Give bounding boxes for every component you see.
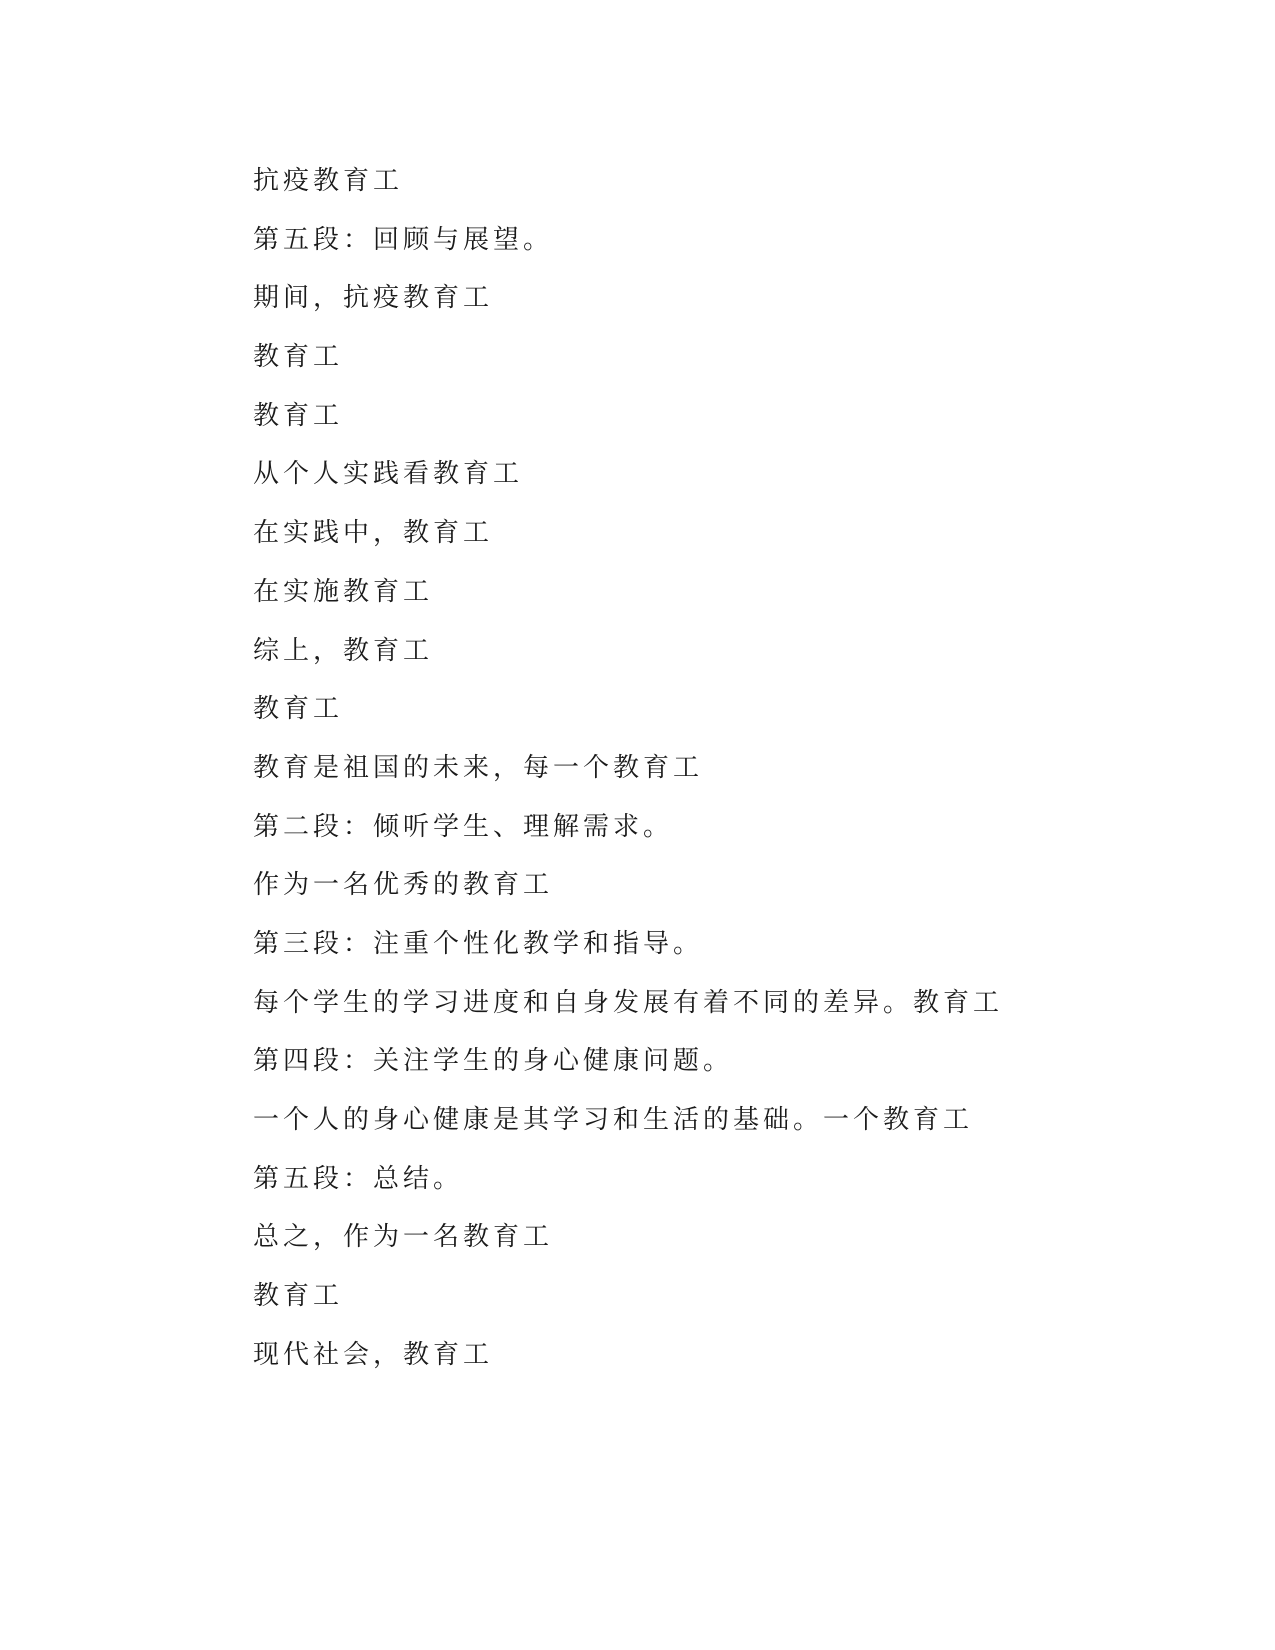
text-line: 一个人的身心健康是其学习和生活的基础。一个教育工 xyxy=(253,1105,974,1135)
text-line: 在实践中，教育工 xyxy=(253,518,494,549)
section-heading: 第四段：关注学生的身心健康问题。 xyxy=(253,1046,734,1077)
text-line: 每个学生的学习进度和自身发展有着不同的差异。教育工 xyxy=(253,987,1004,1018)
text-line: 作为一名优秀的教育工 xyxy=(253,870,554,901)
text-line: 教育是祖国的未来，每一个教育工 xyxy=(253,752,704,783)
section-heading: 第五段：总结。 xyxy=(253,1163,464,1194)
section-heading: 第五段：回顾与展望。 xyxy=(253,224,554,255)
section-heading: 第三段：注重个性化教学和指导。 xyxy=(253,928,704,959)
text-line: 从个人实践看教育工 xyxy=(253,459,524,490)
text-line: 综上，教育工 xyxy=(253,635,434,666)
text-line: 教育工 xyxy=(253,400,344,431)
text-line: 期间，抗疫教育工 xyxy=(253,283,494,314)
section-heading: 第二段：倾听学生、理解需求。 xyxy=(253,811,674,842)
text-line: 抗疫教育工 xyxy=(253,166,404,196)
document-body xyxy=(253,160,1213,1392)
text-line: 总之，作为一名教育工 xyxy=(253,1222,554,1253)
text-line: 教育工 xyxy=(253,342,344,373)
text-line: 在实施教育工 xyxy=(253,576,434,607)
text-line: 现代社会，教育工 xyxy=(253,1339,494,1370)
text-line: 教育工 xyxy=(253,694,344,725)
text-line: 教育工 xyxy=(253,1281,344,1312)
